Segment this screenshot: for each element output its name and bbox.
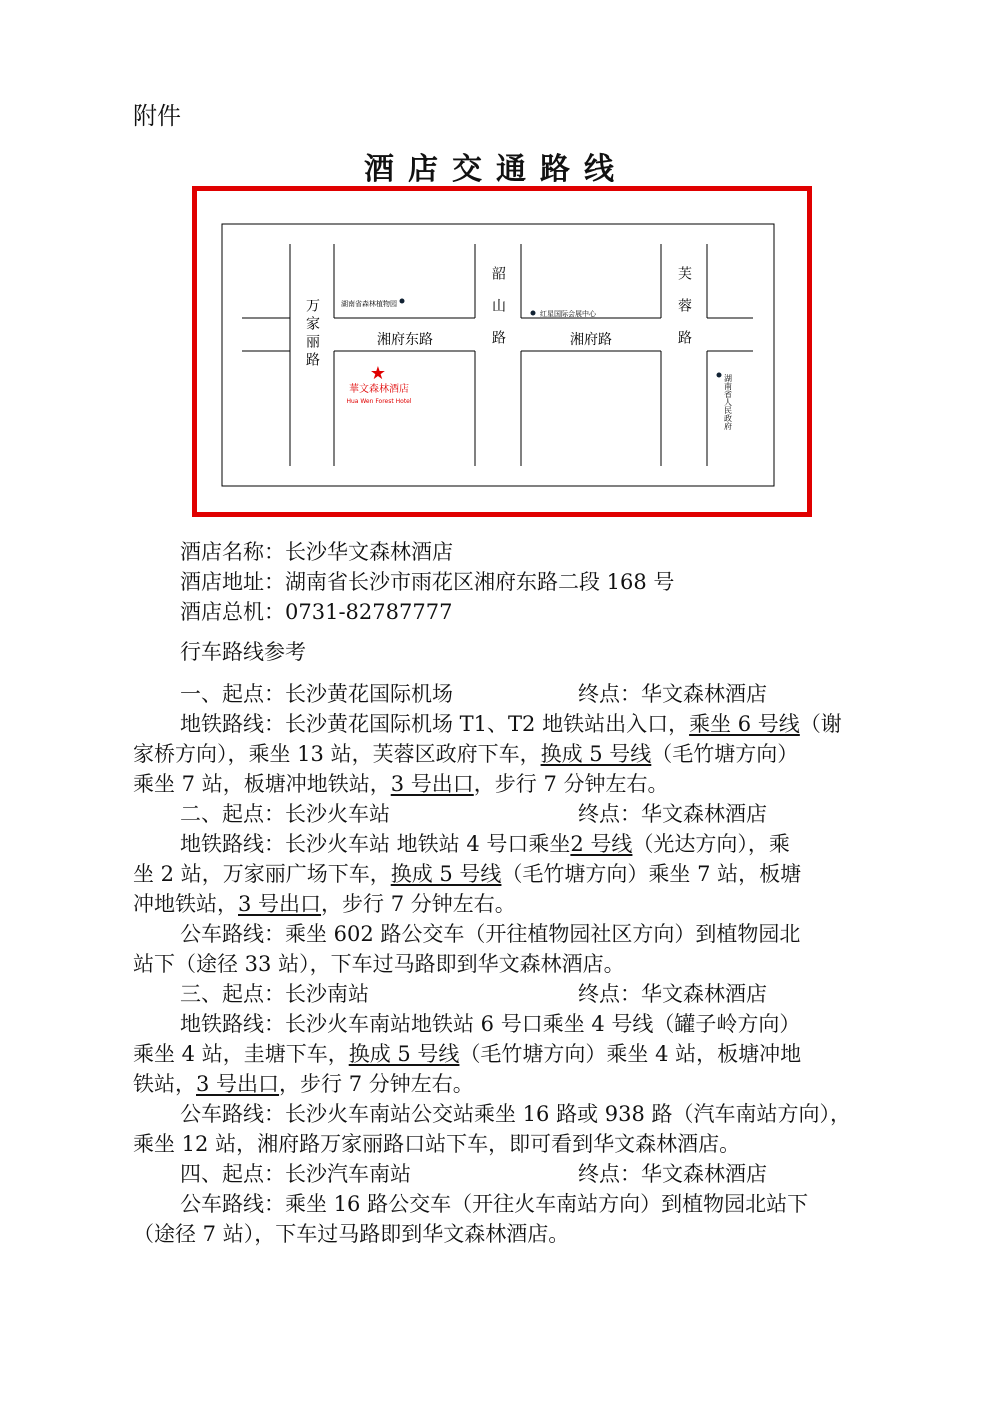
route1-metro-line-5: 换成 5 号线	[540, 742, 652, 766]
route1-metro-direction: （谢	[799, 712, 842, 736]
route3-metro-text2: 乘坐 4 站，圭塘下车，	[133, 1042, 349, 1066]
route2-walk: ，步行 7 分钟左右。	[321, 892, 516, 916]
route3-metro-line-5: 换成 5 号线	[348, 1042, 460, 1066]
botanical-marker	[400, 299, 405, 304]
route1-end: 终点：华文森林酒店	[578, 682, 767, 706]
route2-metro-line-5: 换成 5 号线	[390, 862, 502, 886]
route3-metro-line2	[133, 1039, 801, 1069]
route2-metro-line3	[133, 889, 516, 919]
landmark-hongxing: 红星国际会展中心	[540, 310, 596, 318]
route1-start: 一、起点：长沙黄花国际机场	[180, 682, 453, 706]
route3-metro-line3	[133, 1069, 474, 1099]
road-label-shaoshan: 韶山路	[490, 266, 506, 362]
routes-heading: 行车路线参考	[180, 640, 306, 664]
route-map	[192, 186, 812, 517]
route3-bus-line1: 公车路线：长沙火车南站公交站乘坐 16 路或 938 路（汽车南站方向），	[180, 1102, 852, 1126]
hotel-phone-line: 酒店总机：0731-82787777	[180, 600, 453, 624]
route2-bus-line1: 公车路线：乘坐 602 路公交车（开往植物园社区方向）到植物园北	[180, 922, 801, 946]
route3-metro-text3: 铁站，	[133, 1072, 196, 1096]
route4-start: 四、起点：长沙汽车南站	[180, 1162, 411, 1186]
landmark-botanical: 湖南省森林植物园	[341, 300, 397, 308]
landmark-government: 湖南省人民政府	[723, 374, 733, 430]
route1-walk: ，步行 7 分钟左右。	[473, 772, 669, 796]
government-marker	[717, 373, 722, 378]
route1-metro-text3: 乘坐 7 站，板塘冲地铁站，	[133, 772, 391, 796]
route2-end: 终点：华文森林酒店	[578, 802, 767, 826]
hotel-address-line: 酒店地址：湖南省长沙市雨花区湘府东路二段 168 号	[180, 570, 675, 594]
hotel-name-line: 酒店名称：长沙华文森林酒店	[180, 540, 453, 564]
route4-bus-line1: 公车路线：乘坐 16 路公交车（开往火车南站方向）到植物园北站下	[180, 1192, 809, 1216]
route4-end: 终点：华文森林酒店	[578, 1162, 767, 1186]
map-drawing	[197, 191, 807, 512]
attachment-label: 附件	[133, 102, 181, 130]
route2-start: 二、起点：长沙火车站	[180, 802, 390, 826]
route3-metro-direction2: （毛竹塘方向）乘坐 4 站，板塘冲地	[459, 1042, 802, 1066]
hotel-name-cn: 華文森林酒店	[349, 384, 409, 395]
route2-metro-text: 地铁路线：长沙火车站 地铁站 4 号口乘坐	[180, 832, 571, 856]
route2-exit: 3 号出口	[238, 892, 322, 916]
route3-exit: 3 号出口	[196, 1072, 280, 1096]
route1-exit: 3 号出口	[390, 772, 474, 796]
hotel-name-en: Hua Wen Forest Hotel	[346, 398, 412, 405]
route1-metro-direction2: （毛竹塘方向）	[651, 742, 799, 766]
route1-metro-line2	[133, 739, 798, 769]
route3-walk: ，步行 7 分钟左右。	[279, 1072, 474, 1096]
road-label-xiangfu-east: 湘府东路	[377, 332, 433, 348]
route2-metro-line2	[133, 859, 801, 889]
route2-metro-line-2: 2 号线	[570, 832, 633, 856]
route1-metro-line3	[133, 769, 668, 799]
hongxing-marker	[531, 311, 536, 316]
route2-metro-text2: 坐 2 站，万家丽广场下车，	[133, 862, 391, 886]
route3-bus-line2: 乘坐 12 站，湘府路万家丽路口站下车，即可看到华文森林酒店。	[133, 1132, 741, 1156]
road-label-xiangfu: 湘府路	[570, 332, 612, 348]
road-label-furong: 芙蓉路	[676, 266, 692, 362]
route3-metro-line1: 地铁路线：长沙火车南站地铁站 6 号口乘坐 4 号线（罐子岭方向）	[180, 1012, 801, 1036]
route2-bus-line2: 站下（途径 33 站），下车过马路即到华文森林酒店。	[133, 952, 625, 976]
route2-metro-direction2: （毛竹塘方向）乘坐 7 站，板塘	[501, 862, 802, 886]
route3-start: 三、起点：长沙南站	[180, 982, 369, 1006]
hotel-star-icon: ★	[369, 363, 387, 384]
route2-metro-direction: （光达方向），乘	[632, 832, 790, 856]
route1-metro-line1	[180, 709, 842, 739]
route1-metro-line-6: 乘坐 6 号线	[689, 712, 800, 736]
route3-end: 终点：华文森林酒店	[578, 982, 767, 1006]
route1-metro-text2: 家桥方向），乘坐 13 站，芙蓉区政府下车，	[133, 742, 541, 766]
route4-bus-line2: （途径 7 站），下车过马路即到华文森林酒店。	[133, 1222, 570, 1246]
route2-metro-line1	[180, 829, 790, 859]
road-label-wanjiali: 万家丽路	[304, 298, 320, 370]
route1-metro-text: 地铁路线：长沙黄花国际机场 T1、T2 地铁站出入口，	[180, 712, 690, 736]
route2-metro-text3: 冲地铁站，	[133, 892, 238, 916]
page-title: 酒店交通路线	[364, 152, 628, 187]
